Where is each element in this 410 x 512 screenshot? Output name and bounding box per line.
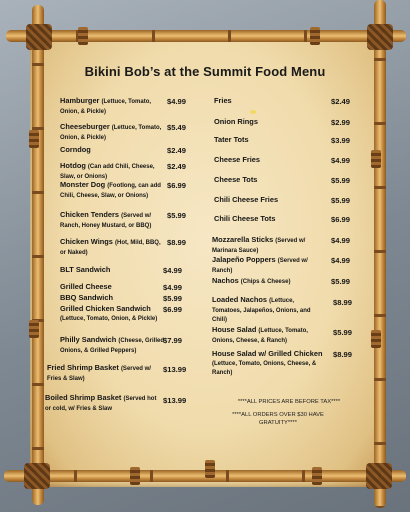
menu-item-price: $6.99 (163, 305, 183, 314)
menu-item-name: House Salad w/ Grilled Chicken (212, 349, 323, 358)
menu-item-name: BLT Sandwich (60, 265, 111, 274)
menu-item (60, 266, 162, 275)
rope-tie-icon (29, 130, 39, 148)
menu-item (60, 211, 162, 230)
menu-item-name: Fried Shrimp Basket (47, 363, 119, 372)
corner-knot-icon (26, 24, 52, 50)
menu-item-desc: (Lettuce, Tomatoes, Jalapeños, Onions, and Chili) (212, 298, 311, 324)
menu-item-price: $5.99 (331, 196, 351, 205)
menu-item (60, 162, 162, 181)
menu-item-price: $3.99 (331, 136, 351, 145)
menu-item-price: $4.99 (163, 283, 183, 292)
menu-item (45, 394, 161, 413)
menu-item (214, 156, 324, 165)
menu-item-desc: (Footlong, can add Chili, Cheese, Slaw, or Onions) (60, 183, 161, 199)
rope-tie-icon (29, 320, 39, 338)
menu-item-price: $4.99 (331, 156, 351, 165)
menu-item-name: Chicken Wings (60, 237, 113, 246)
menu-item-name: Onion Rings (214, 117, 258, 126)
menu-item-price: $2.99 (331, 118, 351, 127)
menu-item-desc: (Served w/ Marinara Sauce) (212, 238, 306, 254)
menu-item-name: Nachos (212, 276, 239, 285)
menu-item-name: Loaded Nachos (212, 295, 268, 304)
menu-item (214, 118, 324, 127)
menu-item-desc: (Lettuce, Tomato, Onion, & Pickle) (60, 125, 162, 141)
menu-item-desc: (Served w/ Ranch, Honey Mustard, or BBQ) (60, 213, 152, 229)
menu-item-price: $5.99 (333, 328, 353, 337)
gratuity-note: ****ALL ORDERS OVER $30 HAVE GRATUITY**** (232, 412, 324, 426)
menu-item-price: $5.99 (163, 294, 183, 303)
menu-item (212, 350, 324, 378)
bamboo-left-pole (32, 5, 44, 505)
menu-item-price: $5.99 (167, 211, 187, 220)
menu-title: Bikini Bob’s at the Summit Food Menu (84, 64, 326, 79)
tax-note: ****ALL PRICES ARE BEFORE TAX**** (237, 399, 341, 405)
rope-tie-icon (371, 150, 381, 168)
menu-item-price: $13.99 (163, 396, 187, 405)
menu-item-name: BBQ Sandwich (60, 293, 113, 302)
menu-item-price: $4.99 (167, 97, 187, 106)
menu-item-price: $5.99 (331, 277, 351, 286)
menu-item-price: $8.99 (333, 350, 353, 359)
menu-item-desc: (Served w/ Ranch) (212, 258, 308, 274)
menu-item-name: Cheeseburger (60, 122, 110, 131)
menu-item-desc: (Cheese, Grilled Onions, & Grilled Peppers) (60, 338, 165, 354)
menu-item-desc: (Lettuce, Tomato, Onion, & Pickle) (60, 99, 152, 115)
menu-item-name: Chili Cheese Fries (214, 195, 279, 204)
menu-item-name: Hamburger (60, 96, 100, 105)
menu-item (212, 326, 324, 345)
rope-tie-icon (130, 467, 140, 485)
menu-item-desc: (Served w/ Fries & Slaw) (47, 366, 151, 382)
menu-item-desc: (Lettuce, Tomato, Onion, & Pickle) (60, 315, 158, 322)
rope-tie-icon (312, 467, 322, 485)
menu-item-price: $6.99 (331, 215, 351, 224)
menu-item (212, 296, 324, 325)
menu-item-name: Boiled Shrimp Basket (45, 393, 122, 402)
menu-item (60, 294, 162, 303)
rope-tie-icon (78, 27, 88, 45)
menu-item-name: Hotdog (60, 161, 86, 170)
menu-item (60, 146, 162, 155)
menu-item-price: $4.99 (331, 236, 351, 245)
menu-item-desc: (Lettuce, Tomato, Onions, Cheese, & Ranch) (212, 328, 308, 344)
menu-item-price: $8.99 (333, 298, 353, 307)
menu-item-name: Chicken Tenders (60, 210, 120, 219)
menu-item-desc: (Lettuce, Tomato, Onions, Cheese, & Ranch) (212, 360, 317, 377)
menu-item-desc: (Can add Chili, Cheese, Slaw, or Onions) (60, 164, 155, 180)
menu-item (214, 215, 324, 224)
menu-item (60, 283, 162, 292)
menu-item-price: $7.99 (163, 336, 183, 345)
menu-item-desc: (Served hot or cold, w/ Fries & Slaw (45, 396, 157, 412)
menu-item-price: $4.99 (331, 256, 351, 265)
menu-item-price: $5.99 (331, 176, 351, 185)
menu-item-name: Chili Cheese Tots (214, 214, 276, 223)
menu-item (60, 123, 162, 142)
menu-item-price: $2.49 (167, 162, 187, 171)
menu-item (214, 97, 324, 106)
menu-item-price: $5.49 (167, 123, 187, 132)
menu-item-price: $13.99 (163, 365, 187, 374)
corner-knot-icon (24, 463, 50, 489)
menu-item-price: $8.99 (167, 238, 187, 247)
menu-item-name: Tater Tots (214, 135, 249, 144)
menu-item (60, 97, 162, 116)
rope-tie-icon (310, 27, 320, 45)
menu-item-name: House Salad (212, 325, 257, 334)
menu-item (214, 136, 324, 145)
menu-item-price: $2.49 (331, 97, 351, 106)
menu-item (60, 238, 162, 257)
menu-item-name: Cheese Fries (214, 155, 261, 164)
menu-item-name: Corndog (60, 145, 91, 154)
menu-item-price: $6.99 (167, 181, 187, 190)
menu-item (214, 176, 324, 185)
highlighter-mark (250, 110, 256, 114)
menu-item (60, 181, 162, 200)
menu-item (47, 364, 157, 383)
menu-item (212, 277, 328, 287)
menu-item-price: $2.49 (167, 146, 187, 155)
corner-knot-icon (367, 24, 393, 50)
menu-item (212, 256, 328, 275)
menu-item-name: Philly Sandwich (60, 335, 117, 344)
menu-item (60, 336, 168, 355)
menu-item-price: $4.99 (163, 266, 183, 275)
menu-item-desc: (Hot, Mild, BBQ, or Naked) (60, 240, 161, 256)
menu-item-name: Mozzarella Sticks (212, 235, 274, 244)
corner-knot-icon (366, 463, 392, 489)
rope-tie-icon (371, 330, 381, 348)
menu-item (214, 196, 324, 205)
menu-item-name: Jalapeño Poppers (212, 255, 276, 264)
bamboo-top-pole (6, 30, 406, 42)
menu-item-desc: (Chips & Cheese) (240, 279, 291, 285)
rope-tie-icon (205, 460, 215, 478)
menu-item-name: Grilled Cheese (60, 282, 112, 291)
menu-item-name: Cheese Tots (214, 175, 258, 184)
menu-item-name: Fries (214, 96, 232, 105)
menu-item-name: Grilled Chicken Sandwich (60, 304, 151, 313)
menu-item (212, 236, 328, 255)
menu-item-name: Monster Dog (60, 180, 106, 189)
